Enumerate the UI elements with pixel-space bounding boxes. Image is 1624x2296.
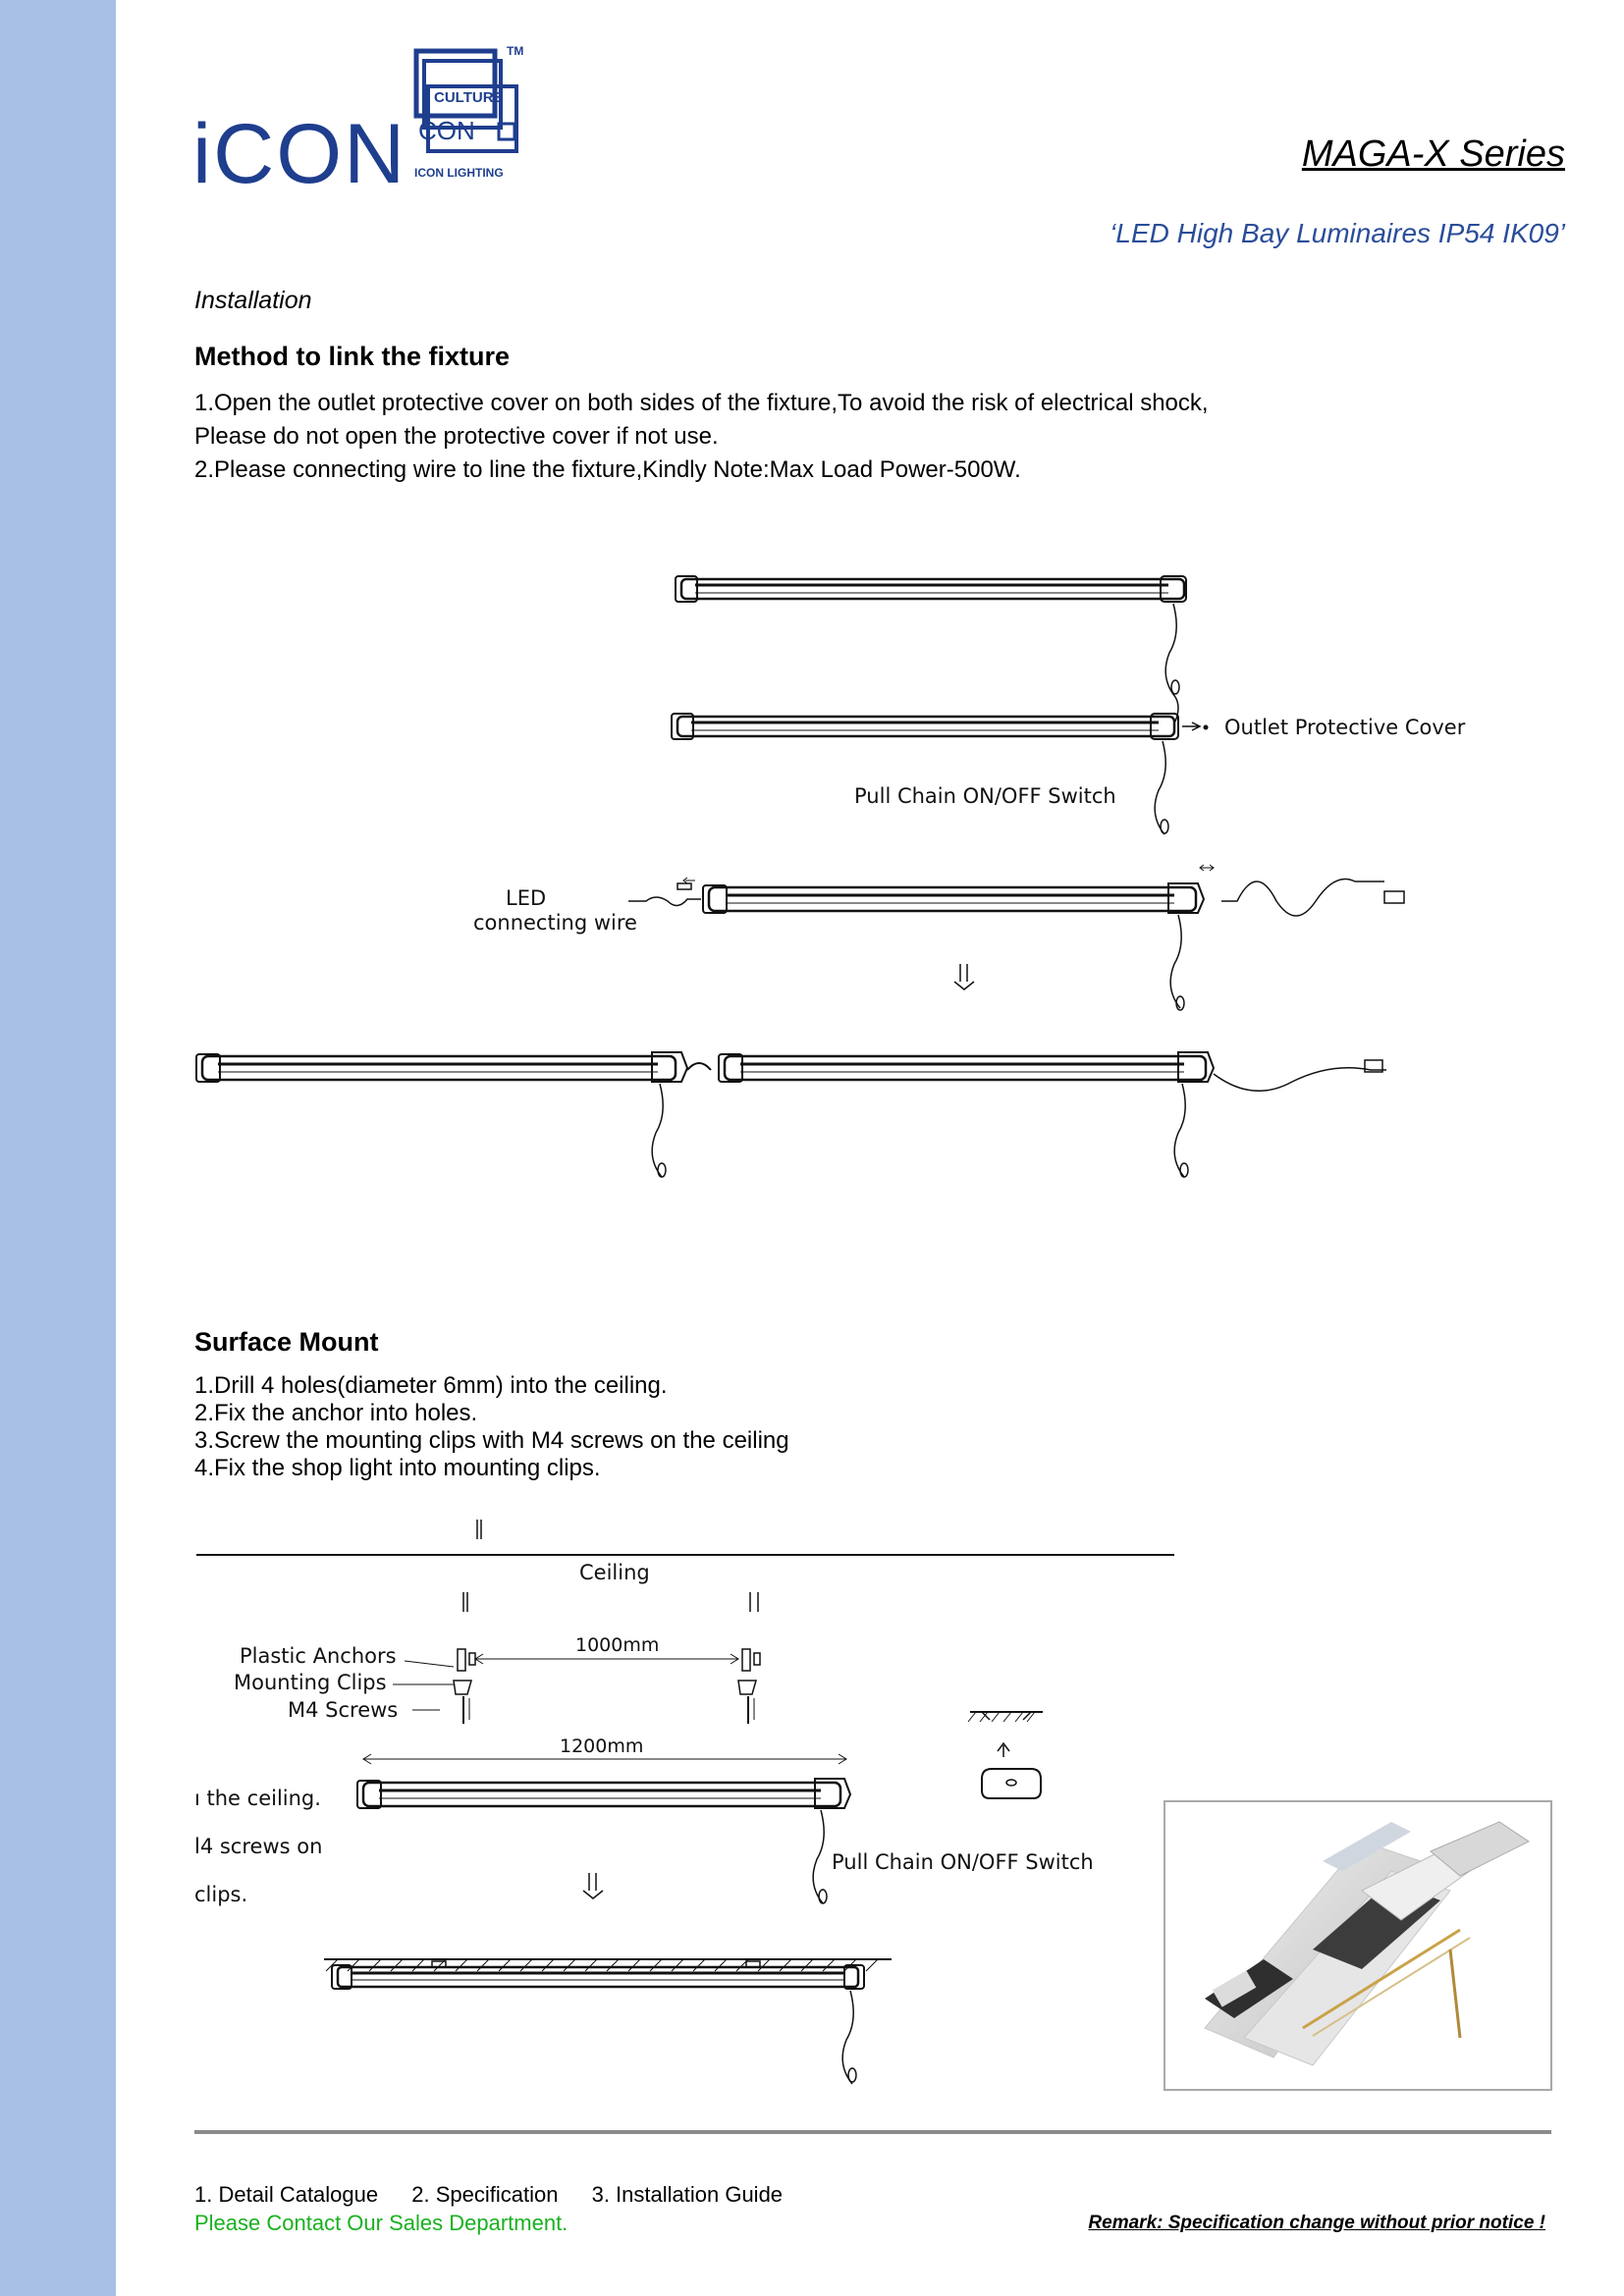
label-fragment: ı the ceiling. [194,1787,321,1810]
surface-instruction-line: 4.Fix the shop light into mounting clips. [194,1455,601,1481]
contact-sales: Please Contact Our Sales Department. [194,2211,568,2235]
logo-con: CON [418,116,475,145]
label-plastic-anchors: Plastic Anchors [240,1644,397,1668]
label-pull-chain-2: Pull Chain ON/OFF Switch [832,1850,1094,1874]
series-title: MAGA-X Series [1301,133,1565,175]
label-led-wire-2: connecting wire [473,911,637,934]
footer-divider [194,2130,1551,2134]
footer-link-specification[interactable]: 2. Specification [411,2182,559,2207]
label-fragment: clips. [194,1883,248,1906]
surface-instruction-line: 2.Fix the anchor into holes. [194,1400,478,1426]
section-label-installation: Installation [194,287,312,314]
label-pull-chain: Pull Chain ON/OFF Switch [854,784,1116,808]
remark-notice: Remark: Specification change without prior notice ! [1088,2213,1545,2233]
footer-links [194,2182,810,2208]
series-subtitle: ‘LED High Bay Luminaires IP54 IK09’ [1110,218,1565,248]
label-led-wire-1: LED [506,886,547,910]
label-mounting-clips: Mounting Clips [234,1671,387,1694]
label-dim-1200: 1200mm [560,1735,644,1757]
logo-tm: TM [507,44,524,58]
logo-culture: CULTURE [434,89,504,106]
heading-link-fixture: Method to link the fixture [194,342,510,371]
label-ceiling: Ceiling [579,1561,650,1584]
label-m4-screws: M4 Screws [288,1698,399,1722]
logo-caption: ICON LIGHTING [414,166,504,180]
link-instruction-line: 1.Open the outlet protective cover on both sides of the fixture,To avoid the risk of electrical shock, [194,390,1209,416]
heading-surface-mount: Surface Mount [194,1327,379,1357]
label-dim-1000: 1000mm [575,1634,660,1656]
luminaire-exploded-illustration [1165,1802,1550,2089]
link-instruction-line: 2.Please connecting wire to line the fixture,Kindly Note:Max Load Power-500W. [194,456,1021,483]
product-detail-photo [1164,1800,1552,2091]
brand-logo-text: iCON [192,107,407,201]
footer-link-installation-guide[interactable]: 3. Installation Guide [591,2182,784,2207]
link-instruction-line: Please do not open the protective cover if not use. [194,423,719,450]
label-outlet-cover: Outlet Protective Cover [1224,716,1466,739]
label-fragment: l4 screws on [194,1835,323,1858]
footer-link-catalogue[interactable]: 1. Detail Catalogue [194,2182,379,2207]
surface-instruction-line: 1.Drill 4 holes(diameter 6mm) into the ceiling. [194,1372,668,1399]
surface-instruction-line: 3.Screw the mounting clips with M4 screws on the ceiling [194,1427,789,1454]
